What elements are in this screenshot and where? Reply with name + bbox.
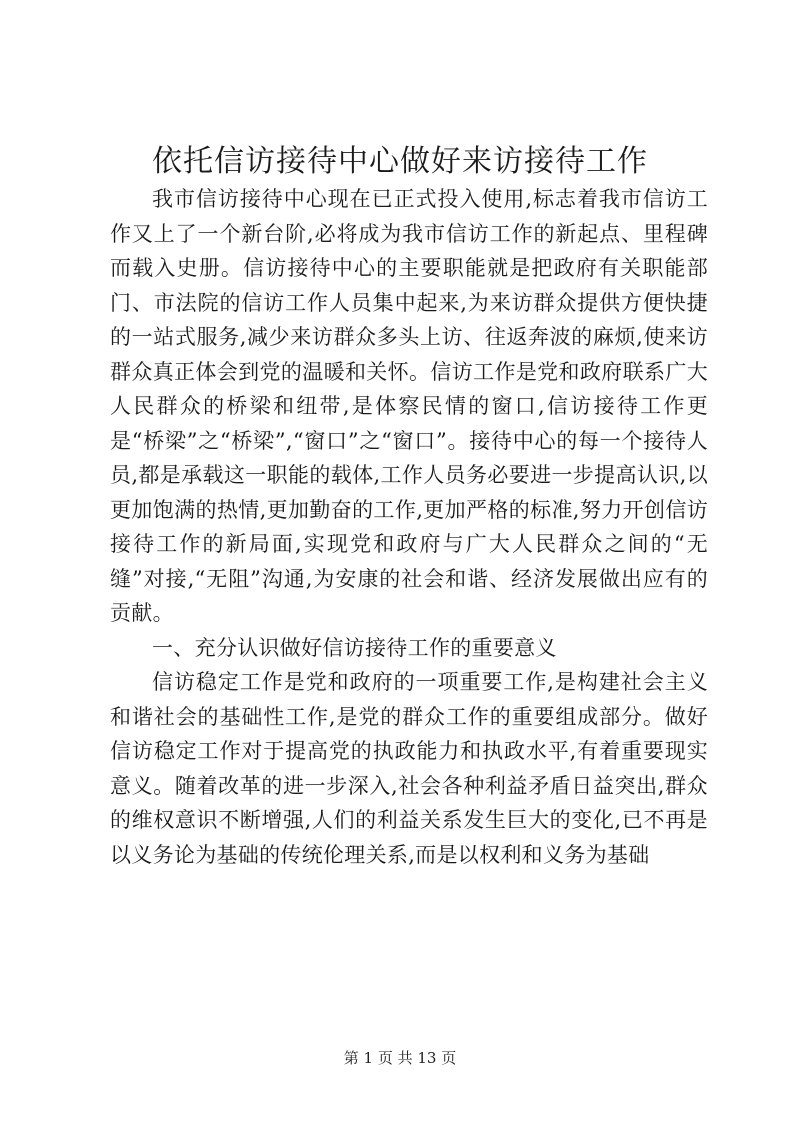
body-paragraph-2: 信访稳定工作是党和政府的一项重要工作,是构建社会主义和谐社会的基础性工作,是党的群众工作的重要组成部分。做好信访稳定工作对于提高党的执政能力和执政水平,有着重要现实意义。随着改革的进一步深入,社会各种利益矛盾日益突出,群众的维权意识不断增强,人们的利益关系发生巨大的变化,已不再是以义务论为基础的传统伦理关系,而是以权利和义务为基础 [110, 670, 708, 867]
document-title: 依托信访接待中心做好来访接待工作 [152, 144, 648, 179]
section-heading-1: 一、充分认识做好信访接待工作的重要意义 [152, 635, 557, 660]
page-number-footer: 第 1 页 共 13 页 [343, 1049, 457, 1067]
body-paragraph-1: 我市信访接待中心现在已正式投入使用,标志着我市信访工作又上了一个新台阶,必将成为我市信访工作的新起点、里程碑而载入史册。信访接待中心的主要职能就是把政府有关职能部门、市法院的信访工作人员集中起来,为来访群众提供方便快捷的一站式服务,减少来访群众多头上访、往返奔波的麻烦,使来访群众真正体会到党的温暖和关怀。信访工作是党和政府联系广大人民群众的桥梁和纽带,是体察民情的窗口,信访接待工作更是“桥梁”之“桥梁”,“窗口”之“窗口”。接待中心的每一个接待人员,都是承载这一职能的载体,工作人员务必要进一步提高认识,以更加饱满的热情,更加勤奋的工作,更加严格的标准,努力开创信访接待工作的新局面,实现党和政府与广大人民群众之间的“无缝”对接,“无阻”沟通,为安康的社会和谐、经济发展做出应有的贡献。 [110, 187, 708, 625]
document-body [110, 182, 708, 872]
